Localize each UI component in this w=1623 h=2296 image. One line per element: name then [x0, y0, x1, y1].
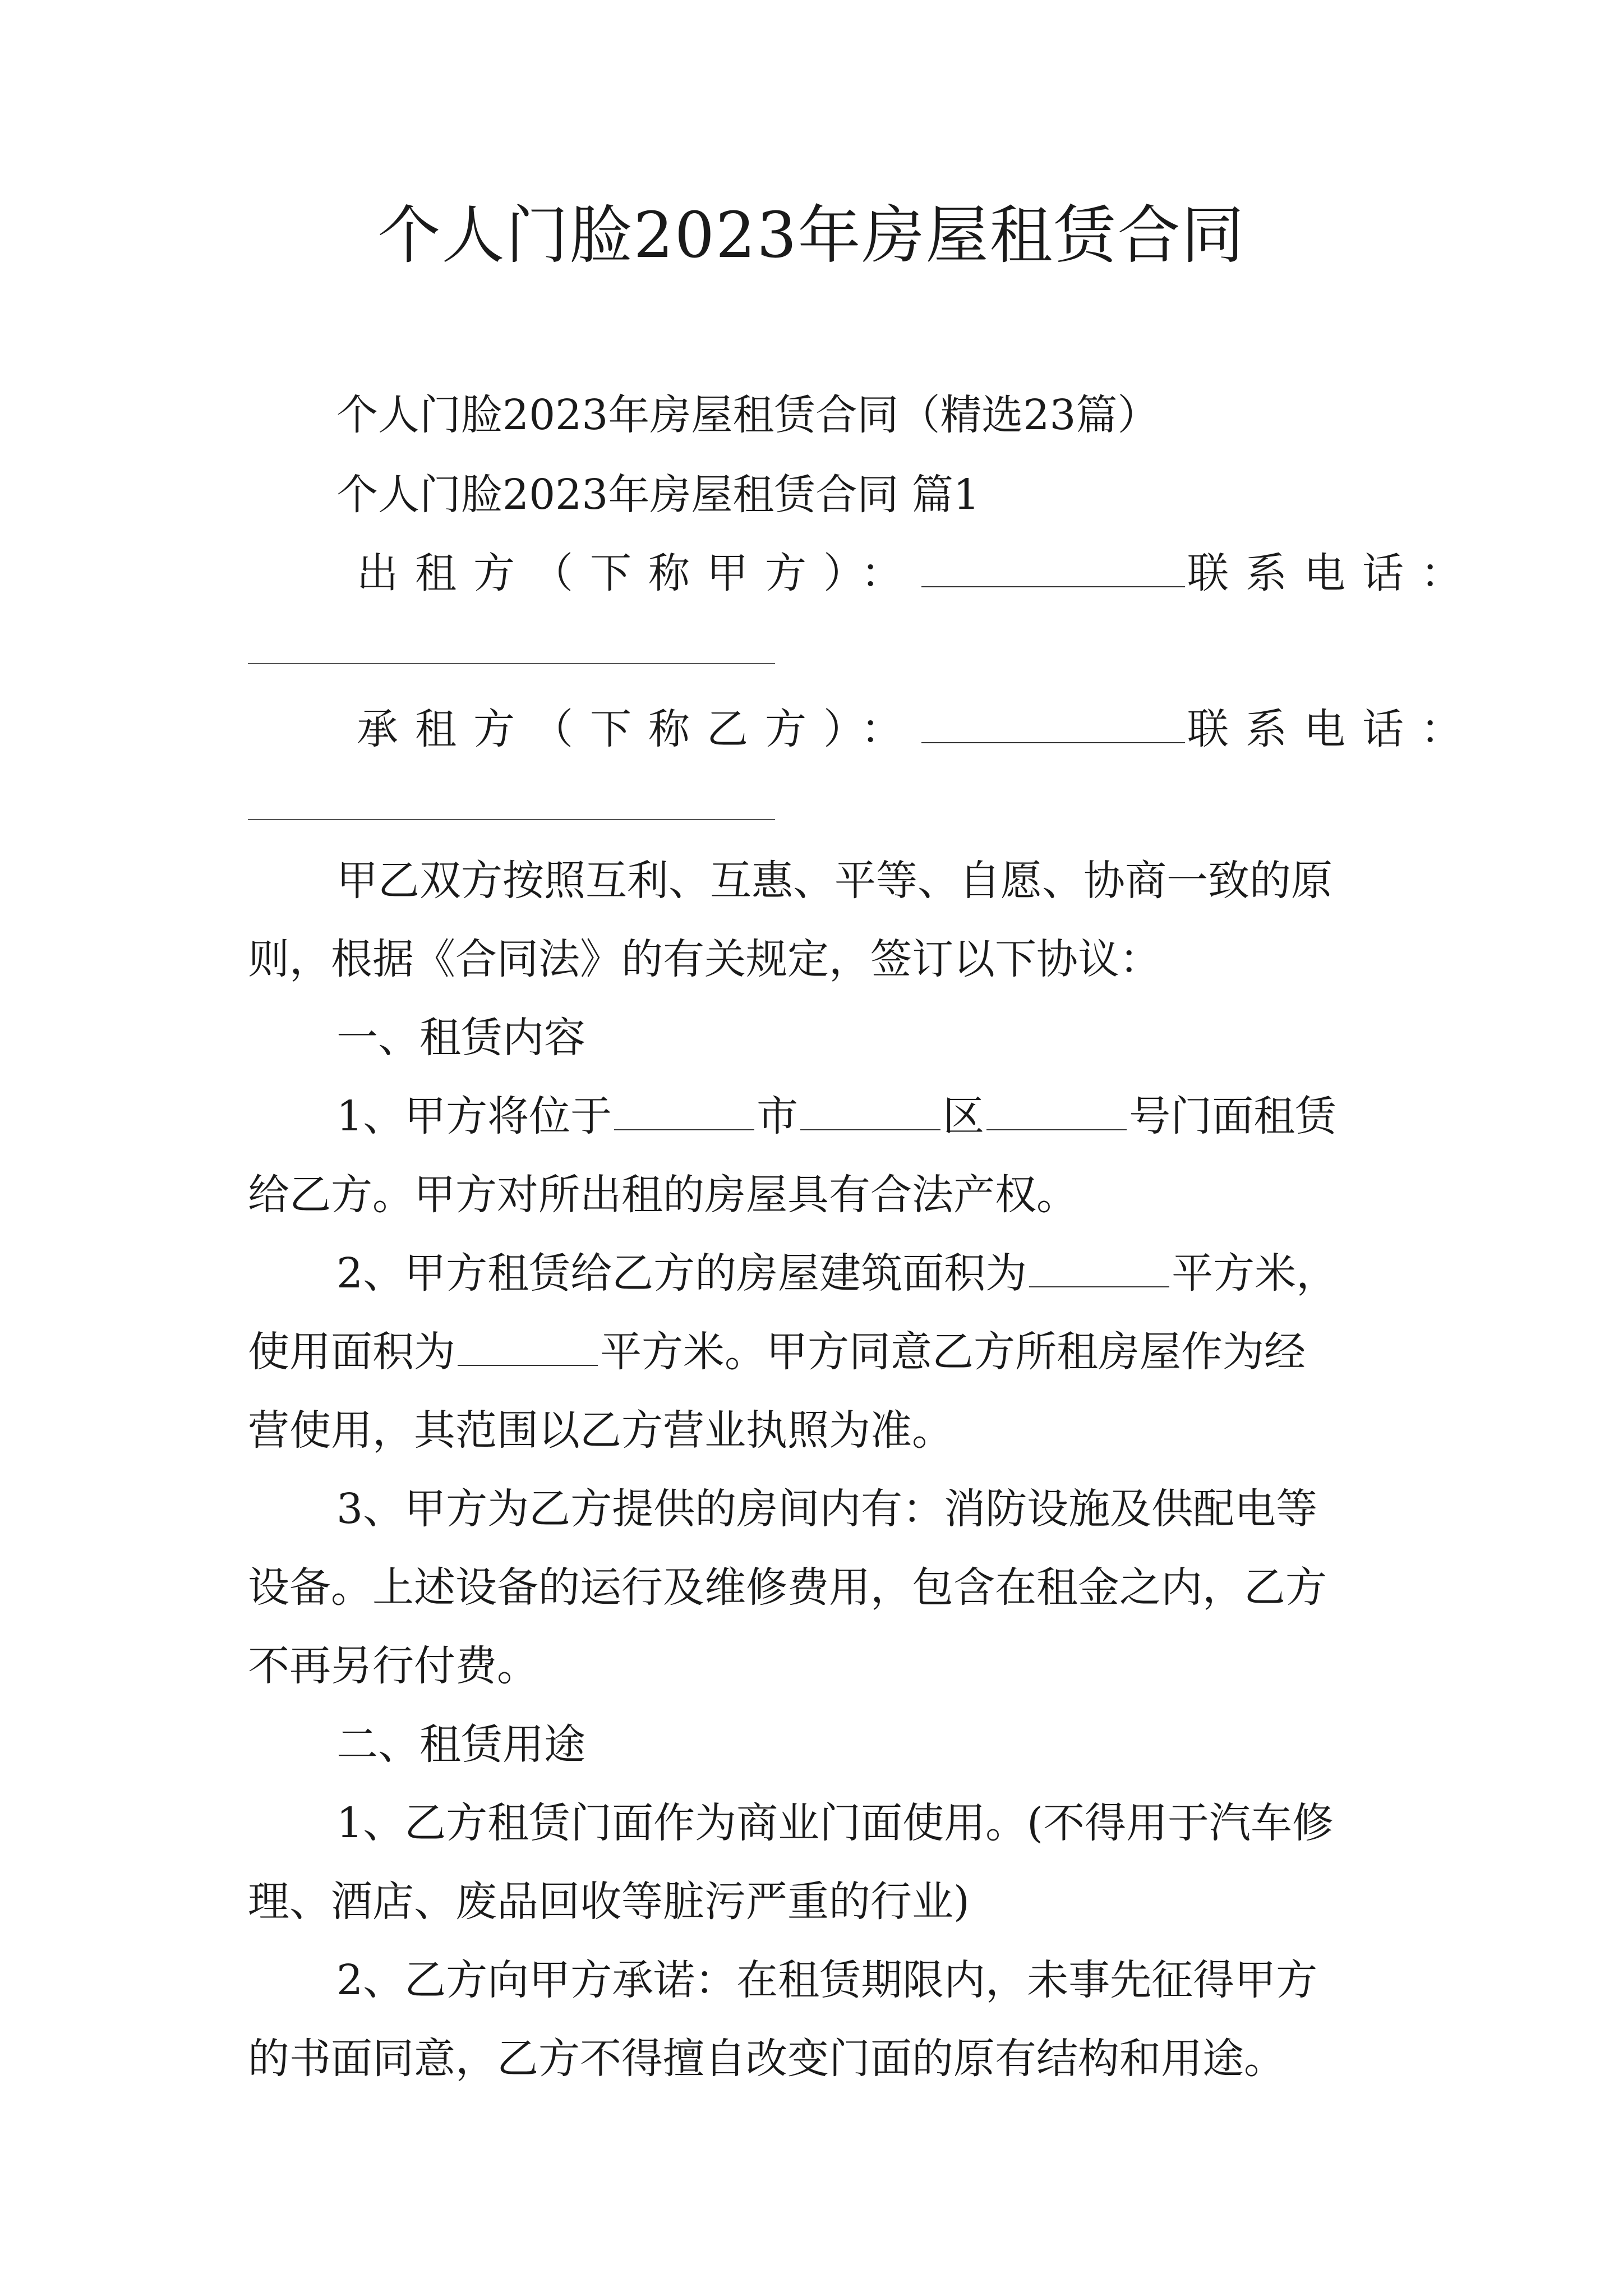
section2-item1-line1: 1、乙方租赁门面作为商业门面使用。(不得用于汽车修	[336, 1799, 1334, 1847]
item1-part-c: 区	[943, 1092, 985, 1140]
item1-part-a: 1、甲方将位于	[336, 1092, 612, 1140]
lessor-phone-blank	[248, 663, 775, 664]
number-blank	[986, 1090, 1127, 1130]
section2-item2-line2: 的书面同意，乙方不得擅自改变门面的原有结构和用途。	[248, 2035, 1285, 2083]
usable-area-blank	[458, 1326, 598, 1366]
lessee-phone-label: 联系电话：	[1187, 705, 1479, 753]
section1-item3-line1: 3、甲方为乙方提供的房间内有：消防设施及供配电等	[336, 1485, 1318, 1533]
section1-item3-line3: 不再另行付费。	[248, 1642, 538, 1690]
lessee-phone-blank	[248, 819, 775, 820]
section1-heading: 一、租赁内容	[336, 1014, 585, 1062]
lessee-name-blank	[921, 703, 1185, 743]
lessor-name-blank	[921, 547, 1185, 587]
building-area-blank	[1029, 1247, 1169, 1287]
item2-part-b: 平方米，	[1172, 1249, 1338, 1297]
section1-item1-line1	[336, 1088, 1336, 1144]
section1-item3-line2: 设备。上述设备的运行及维修费用，包含在租金之内，乙方	[248, 1563, 1327, 1612]
lessor-phone-label: 联系电话：	[1187, 549, 1479, 597]
lessor-row	[357, 545, 1479, 601]
district-blank	[800, 1090, 940, 1130]
section2-item2-line1: 2、乙方向甲方承诺：在租赁期限内，未事先征得甲方	[336, 1956, 1318, 2004]
section1-item2-line1	[336, 1245, 1338, 1301]
item2-line2-b: 平方米。甲方同意乙方所租房屋作为经	[600, 1328, 1306, 1376]
intro-line-2: 则，根据《合同法》的有关规定，签订以下协议：	[248, 935, 1161, 983]
lessee-row	[357, 701, 1479, 757]
item2-line2-a: 使用面积为	[248, 1328, 455, 1376]
item2-part-a: 2、甲方租赁给乙方的房屋建筑面积为	[336, 1249, 1027, 1297]
city-blank	[614, 1090, 754, 1130]
section2-heading: 二、租赁用途	[336, 1720, 585, 1769]
item1-part-b: 市	[757, 1092, 799, 1140]
intro-line-1: 甲乙双方按照互利、互惠、平等、自愿、协商一致的原	[336, 857, 1332, 905]
section1-item2-line3: 营使用，其范围以乙方营业执照为准。	[248, 1406, 953, 1455]
document-title: 个人门脸2023年房屋租赁合同	[377, 199, 1246, 272]
lessee-label: 承租方（下称乙方）：	[357, 705, 919, 753]
item1-part-d: 号门面租赁	[1129, 1092, 1337, 1140]
section1-item1-line2: 给乙方。甲方对所出租的房屋具有合法产权。	[248, 1171, 1078, 1219]
lessor-label: 出租方（下称甲方）：	[357, 549, 919, 597]
document-subtitle: 个人门脸2023年房屋租赁合同（精选23篇）	[336, 391, 1159, 439]
article-heading: 个人门脸2023年房屋租赁合同 篇1	[336, 471, 980, 519]
section1-item2-line2	[248, 1324, 1306, 1380]
section2-item1-line2: 理、酒店、废品回收等脏污严重的行业)	[248, 1878, 970, 1926]
